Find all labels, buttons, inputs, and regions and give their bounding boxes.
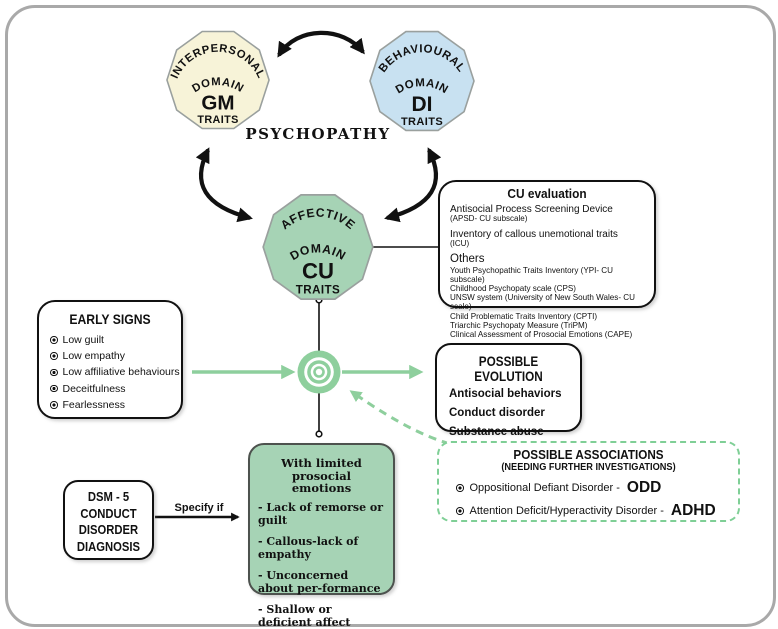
domain-code: CU bbox=[302, 258, 334, 284]
list-item bbox=[50, 383, 181, 395]
bullseye-bullet-icon bbox=[50, 385, 58, 393]
others-item: Childhood Psychopaty scale (CPS) bbox=[450, 284, 576, 294]
domain-arc-label: DOMAIN bbox=[287, 241, 349, 264]
specify-if-label: Specify if bbox=[174, 502, 224, 514]
list-item-label: Attention Deficit/Hyperactivity Disorder - bbox=[469, 505, 664, 517]
dsm-box-line: DSM - 5 bbox=[87, 490, 130, 504]
domain-traits-label: TRAITS bbox=[400, 116, 444, 128]
cycle-arrow-right bbox=[387, 150, 436, 218]
list-item bbox=[50, 366, 181, 378]
list-item-label: Fearlessness bbox=[62, 398, 125, 411]
others-item: UNSW system (University of New South Wales- CU scale) bbox=[450, 293, 635, 312]
possible-associations-title: POSSIBLE ASSOCIATIONS bbox=[513, 447, 664, 462]
list-item-label: Oppositional Defiant Disorder - bbox=[469, 482, 620, 494]
dsm-box-line: DIAGNOSIS bbox=[76, 539, 141, 554]
others-item: Triarchic Psychopaty Measure (TriPM) bbox=[450, 320, 588, 330]
evaluation-item: Inventory of callous unemotional traits bbox=[450, 228, 618, 240]
domain-code: DI bbox=[411, 93, 433, 116]
list-item: Substance abuse bbox=[449, 426, 544, 438]
bullseye-bullet-icon bbox=[50, 336, 58, 344]
cu-evaluation-box bbox=[438, 180, 656, 339]
possible-evolution-box bbox=[435, 343, 582, 438]
limited-prosocial-emotions-box bbox=[248, 443, 395, 629]
evaluation-item-sub: (ICU) bbox=[450, 238, 470, 248]
domain-traits-label: TRAITS bbox=[295, 283, 341, 297]
list-item: Conduct disorder bbox=[449, 407, 545, 419]
list-item: - Lack of remorse or guilt bbox=[258, 500, 384, 527]
list-item: Antisocial behaviors bbox=[449, 388, 562, 400]
interpersonal-domain-shape bbox=[164, 26, 272, 134]
disorder-acronym: ODD bbox=[626, 479, 662, 496]
early-signs-box bbox=[37, 300, 183, 419]
cu-evaluation-title: CU evaluation bbox=[507, 187, 587, 201]
list-item: - Shallow or deficient affect bbox=[258, 602, 351, 629]
list-item bbox=[50, 350, 181, 362]
domain-arc-label: BEHAVIOURAL bbox=[376, 43, 468, 75]
others-title: Others bbox=[450, 253, 485, 266]
list-item bbox=[456, 502, 738, 520]
bullseye-bullet-icon bbox=[50, 401, 58, 409]
title-line: emotions bbox=[291, 481, 352, 496]
possible-associations-box bbox=[437, 441, 740, 522]
evaluation-item-sub: (APSD- CU subscale) bbox=[450, 214, 528, 224]
domain-arc-label: DOMAIN bbox=[393, 77, 451, 97]
list-item-label: Low empathy bbox=[62, 350, 125, 363]
list-item: - Unconcerned about per-formance bbox=[258, 568, 381, 595]
others-item: Clinical Assessment of Prosocial Emotions (CAPE) bbox=[450, 329, 633, 339]
cycle-arrow-left bbox=[201, 150, 250, 218]
list-item bbox=[456, 479, 738, 497]
list-item-label: Deceitfulness bbox=[62, 382, 126, 395]
dsm-box-line: DISORDER bbox=[78, 523, 139, 537]
list-item bbox=[50, 334, 181, 346]
dsm5-conduct-disorder-box bbox=[63, 480, 154, 560]
title-line: With limited prosocial bbox=[281, 456, 362, 483]
domain-traits-label: TRAITS bbox=[197, 114, 239, 127]
affective-domain-shape bbox=[260, 189, 376, 305]
connector-dot-bottom bbox=[316, 431, 322, 437]
early-signs-title: EARLY SIGNS bbox=[69, 311, 151, 327]
bullseye-bullet-icon bbox=[456, 507, 464, 515]
bullseye-bullet-icon bbox=[50, 369, 58, 377]
bullseye-bullet-icon bbox=[456, 484, 464, 492]
bullseye-bullet-icon bbox=[50, 352, 58, 360]
dsm-box-line: CONDUCT bbox=[80, 506, 137, 521]
domain-arc-label: AFFECTIVE bbox=[277, 205, 359, 233]
list-item-label: Low affiliative behaviours bbox=[62, 366, 180, 379]
limited-prosocial-title bbox=[258, 457, 385, 495]
possible-associations-subtitle: (NEEDING FURTHER INVESTIGATIONS) bbox=[501, 462, 676, 473]
domain-arc-label: INTERPERSONAL bbox=[168, 42, 268, 81]
domain-arc-label: DOMAIN bbox=[190, 76, 246, 96]
others-item: Youth Psychopathic Traits Inventory (YPI- CU subscale) bbox=[450, 265, 613, 284]
list-item bbox=[50, 399, 181, 411]
psychopathy-label: PSYCHOPATHY bbox=[245, 125, 391, 143]
list-item-label: Low guilt bbox=[62, 334, 104, 346]
domain-code: GM bbox=[201, 91, 235, 115]
possible-evolution-title: POSSIBLE EVOLUTION bbox=[474, 354, 543, 384]
evaluation-item: Antisocial Process Screening Device bbox=[450, 204, 613, 215]
list-item: - Callous-lack of empathy bbox=[258, 534, 359, 561]
target-icon bbox=[298, 351, 341, 394]
disorder-acronym: ADHD bbox=[670, 502, 716, 519]
behavioural-domain-shape bbox=[367, 26, 477, 136]
cycle-arrow-top bbox=[279, 33, 363, 55]
others-item: Child Problematic Traits Inventory (CPTI) bbox=[450, 311, 598, 321]
